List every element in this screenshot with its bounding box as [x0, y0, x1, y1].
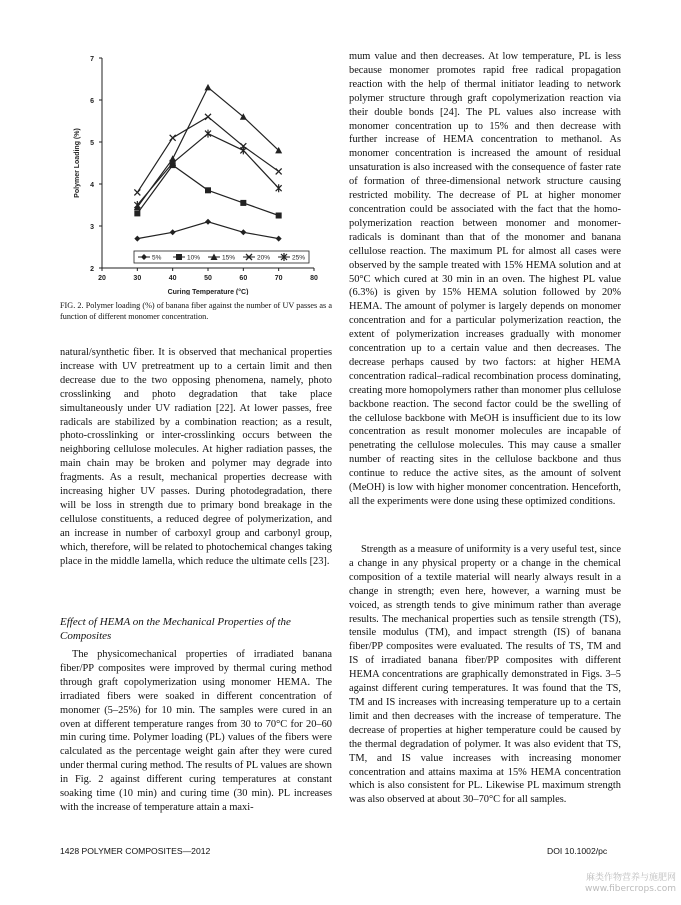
y-tick-label: 5 [90, 140, 94, 147]
figure-caption: FIG. 2. Polymer loading (%) of banana fiber against the number of UV passes as a function of different monomer concentration. [60, 301, 332, 322]
x-tick-label: 50 [204, 275, 212, 282]
data-point [205, 187, 211, 193]
legend-marker [176, 254, 182, 260]
x-tick-label: 80 [310, 275, 318, 282]
x-axis-label: Curing Temperature (°C) [167, 289, 249, 295]
series-line-4 [137, 134, 278, 205]
watermark-cn: 麻类作物营养与施肥网 [585, 873, 676, 883]
legend-label: 15% [222, 254, 236, 262]
right-paragraph-2: Strength as a measure of uniformity is a very useful test, since a change in any physical property or a change in the chemical composition of a textile material will nearly always result in a change in strength; even here, however, a warning must be voiced, as strength tends to give minimum rather than average results. The mechanical properties such as tensile strength (TS), tensile modulus (TM), and impact strength (IS) of banana fiber/PP composites were evaluated. The results of TS, TM and IS of irradiated banana fiber/PP composites with different HEMA concentrations are graphically demonstrated in Figs. 3–5 against different curing temperatures. It was found that the TS, TM and IS increases with increasing temperature up to a certain limit and then decreases with the increase of temperature. The decrease of properties at higher temperature could be caused by the thermal degradation of polymer. It was also evident that TS, TM, and IS value increases with increasing monomer concentration and attains maxima at 15% HEMA concentration which is also consistent for PL. Likewise PL maximum strength was also observed at about 30–70°C for all samples. [349, 544, 621, 806]
page-footer-left: 1428 POLYMER COMPOSITES—2012 [60, 846, 211, 856]
data-point [240, 146, 246, 154]
data-point [240, 200, 246, 206]
y-tick-label: 3 [90, 224, 94, 231]
line-chart [65, 50, 327, 295]
data-point [240, 229, 246, 235]
x-tick-label: 40 [168, 275, 177, 282]
data-point [205, 130, 211, 138]
page-footer-right: DOI 10.1002/pc [547, 846, 608, 856]
y-axis-label: Polymer Loading (%) [74, 128, 81, 198]
data-point [205, 219, 211, 225]
data-point [276, 213, 282, 219]
x-tick-label: 70 [274, 275, 283, 282]
y-tick-label: 4 [90, 182, 94, 189]
data-point [276, 168, 282, 174]
data-point [276, 184, 282, 192]
left-paragraph-1: natural/synthetic fiber. It is observed that mechanical properties increase with UV pretreatment up to a certain limit and then decrease due to the two opposing phenomena, namely, photo crosslinking and photo degradation that take place simultaneously under UV radiation [22]. At lower passes, free radicals are stabilized by a combination reaction; as a result, photo-crosslinking or inter-crosslinking occurs between the neighboring cellulose molecules. At higher radiation passes, the main chain may be broken and polymer may degrade into fragments. As a result, mechanical properties decrease with increasing higher UV passes. During photodegradation, there will be loss in strength due to primary bond breakage in the cellulose constituents, a reduced degree of polymerization, and an increase in number of carboxyl group and carbonyl group, which, therefore, will be related to photochemical changes taking place in the middle lamella, which reduce the ultimate cells [23]. [60, 347, 332, 567]
y-tick-label: 6 [90, 98, 94, 105]
watermark-url: www.fibercrops.com [585, 884, 676, 894]
legend-label: 20% [257, 254, 271, 262]
data-point [276, 236, 282, 242]
data-point [205, 84, 212, 91]
data-point [134, 210, 140, 216]
left-paragraph-2: The physicomechanical properties of irradiated banana fiber/PP composites were improved by thermal curing method through graft copolymerization using monomer HEMA. The irradiated fibers were soaked in different concentration of monomer (5–25%) for 10 min. The samples were cured in an oven at different temperature ranges from 30 to 70°C for 20–60 min curing time. Polymer loading (PL) values of the fibers were calculated as the percentage weight gain after they were cured under thermal curing method. The results of PL values are shown in Fig. 2 against different curing temperatures at constant soaking time (10 min) and curing time (30 min). PL increases with the increase of temperature attain a maxi- [60, 649, 332, 813]
series-line-3 [137, 117, 278, 193]
data-point [134, 236, 140, 242]
x-tick-label: 60 [239, 275, 248, 282]
y-tick-label: 2 [90, 266, 94, 273]
data-point [205, 114, 211, 120]
data-point [170, 229, 176, 235]
right-paragraph-1: mum value and then decreases. At low temperature, PL is less because monomer promotes rapid free radical propagation reaction with the help of thermal initiator leading to network polymer structure through graft copolymerization reaction via their double bonds [24]. The PL values also increase with monomer concentration up to 15% and then decrease with further increase of HEMA concentration to methanol. As monomer concentration is increased the amount of residual unsaturation is also increased with the consequence of faster rate of formation of three-dimensional network structure causing restricted mobility. The decrease of PL at higher monomer concentration could be associated with the fact that the homo-polymerization reaction between monomer and monomer-radicals is dominant than that of the monomer and banana cellulose reaction. The maximum PL for almost all cases were observed by the sample treated with 15% HEMA solution and at 50°C which cured at 30 min in an oven. The highest PL value (6.3%) is given by 15% HEMA solution followed by 20% HEMA. The amount of polymer is largely depends on monomer concentration and for a particular polymerization reaction, the extent of polymerization increases gradually with monomer concentration up to a certain value and then decreases. The decrease perhaps caused by two factors: at higher HEMA concentration radical–radical recombination process dominating, creating more homopolymers rather than monomer plus cellulose backbone reaction. The second factor could be the swelling of the cellulose backbone with MeOH is insufficient due to its low concentration as result monomer molecules are incapable of penetrating the cellulose molecules. This may cause a smaller number of reacting sites in the cellulose backbone and thus continue to reduce the active sites, as the amount of solvent (MeOH) is low with higher monomer concentration. Henceforth, all the experiments were done using these optimized conditions. [349, 51, 621, 507]
section-heading: Effect of HEMA on the Mechanical Properties of the Composites [60, 616, 291, 642]
legend-label: 5% [152, 254, 162, 262]
data-point [170, 135, 176, 141]
x-tick-label: 30 [133, 275, 142, 282]
legend-label: 25% [292, 254, 306, 262]
data-point [134, 189, 140, 195]
legend-label: 10% [187, 254, 201, 262]
x-tick-label: 20 [98, 275, 106, 282]
y-tick-label: 7 [90, 56, 94, 63]
figure-2-chart [65, 50, 327, 295]
